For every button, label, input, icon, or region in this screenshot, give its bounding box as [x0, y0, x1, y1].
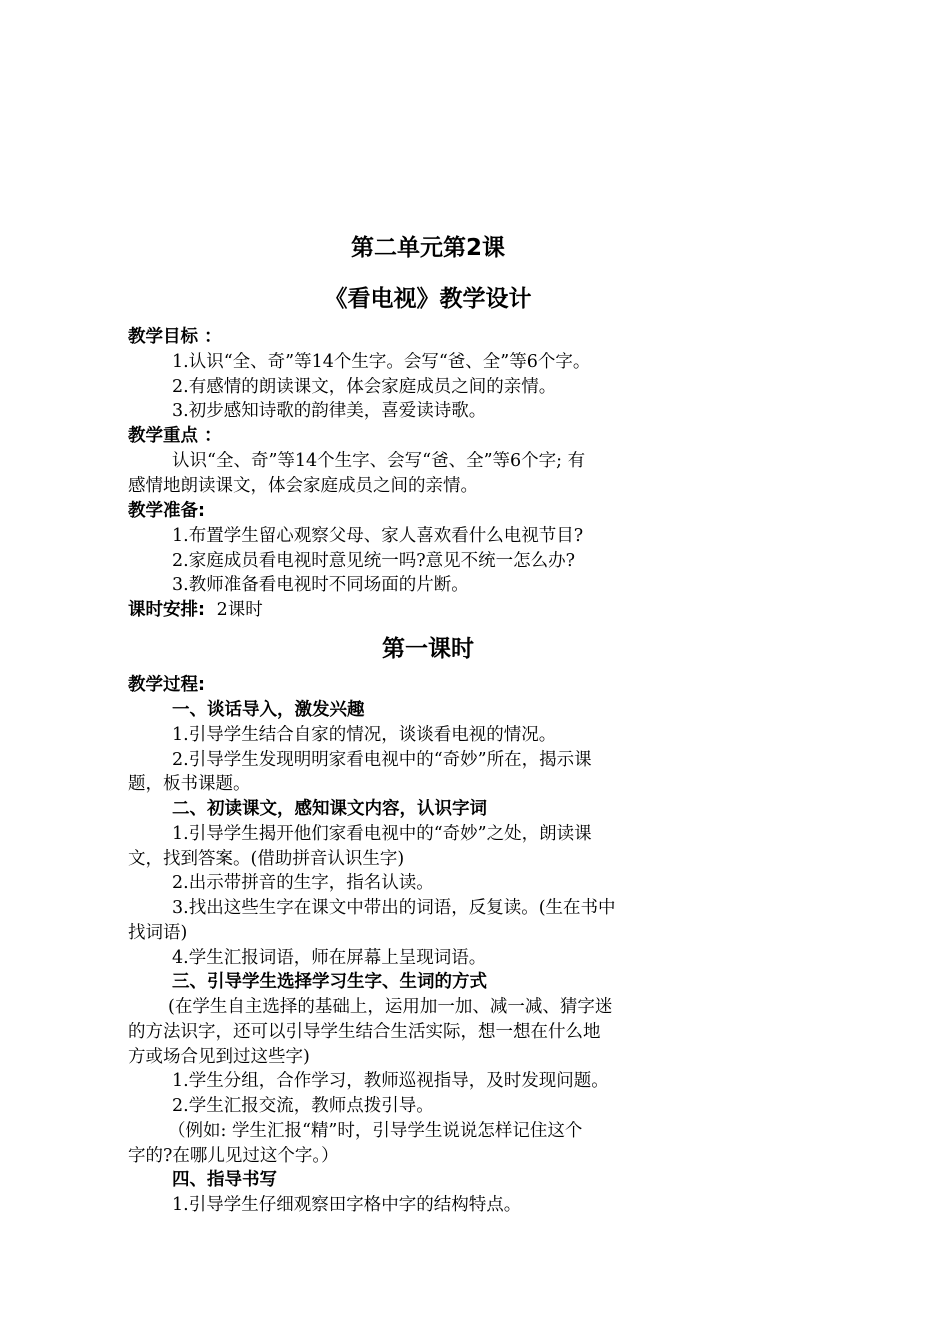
process-item: 1.引导学生结合自家的情况，谈谈看电视的情况。 [172, 725, 557, 745]
process-item: 1.学生分组，合作学习，教师巡视指导，及时发现问题。 [172, 1071, 609, 1091]
process-note: (在学生自主选择的基础上，运用加一加、减一减、猜字迷 [168, 997, 613, 1017]
process-item: 1.引导学生仔细观察田字格中字的结构特点。 [172, 1195, 522, 1215]
lesson-title: 《看电视》教学设计 [324, 286, 532, 312]
preparation-item: 1.布置学生留心观察父母、家人喜欢看什么电视节目? [172, 526, 584, 546]
key-points-heading: 教学重点 ： [128, 426, 222, 446]
section-title: 四、指导书写 [172, 1170, 277, 1190]
schedule-line [128, 598, 728, 622]
objective-item: 2.有感情的朗读课文，体会家庭成员之间的亲情。 [172, 377, 557, 397]
period-title: 第一课时 [382, 636, 474, 662]
objective-item: 1.认识“全、奇”等14个生字。会写“爸、全”等6个字。 [172, 352, 591, 372]
preparation-item: 3.教师准备看电视时不同场面的片断。 [172, 575, 469, 595]
section-title: 三、引导学生选择学习生字、生词的方式 [172, 972, 487, 992]
objective-item: 3.初步感知诗歌的韵律美，喜爱读诗歌。 [172, 401, 487, 421]
process-note: 的方法识字，还可以引导学生结合生活实际，想一想在什么地 [128, 1022, 601, 1042]
process-item: 找词语) [128, 923, 188, 943]
schedule-heading: 课时安排: [128, 600, 205, 620]
process-item: 3.找出这些生字在课文中带出的词语，反复读。(生在书中 [172, 898, 616, 918]
process-item: 1.引导学生揭开他们家看电视中的“奇妙”之处，朗读课 [172, 824, 592, 844]
section-title: 二、初读课文，感知课文内容，认识字词 [172, 799, 487, 819]
process-heading: 教学过程: [128, 675, 205, 695]
process-item: 文，找到答案。(借助拼音认识生字) [128, 849, 405, 869]
document-page [128, 0, 728, 1344]
section-title: 一、谈话导入，激发兴趣 [172, 700, 365, 720]
process-example: 字的?在哪儿见过这个字。） [128, 1146, 339, 1166]
unit-title: 第二单元第2课 [350, 235, 505, 261]
process-item: 题，板书课题。 [128, 774, 251, 794]
process-item: 2.学生汇报交流，教师点拨引导。 [172, 1096, 434, 1116]
preparation-heading: 教学准备: [128, 501, 205, 521]
key-points-text: 感情地朗读课文，体会家庭成员之间的亲情。 [128, 476, 478, 496]
objectives-heading: 教学目标 ： [128, 327, 222, 347]
key-points-text: 认识“全、奇”等14个生字、会写“爸、全”等6个字; 有 [172, 451, 586, 471]
schedule-value: 2课时 [216, 600, 263, 620]
process-item: 4.学生汇报词语，师在屏幕上呈现词语。 [172, 948, 487, 968]
process-item: 2.引导学生发现明明家看电视中的“奇妙”所在，揭示课 [172, 750, 592, 770]
process-note: 方或场合见到过这些字) [128, 1047, 310, 1067]
process-example: （例如: 学生汇报“精”时，引导学生说说怎样记住这个 [168, 1121, 583, 1141]
process-item: 2.出示带拼音的生字，指名认读。 [172, 873, 434, 893]
preparation-item: 2.家庭成员看电视时意见统一吗?意见不统一怎么办? [172, 551, 575, 571]
